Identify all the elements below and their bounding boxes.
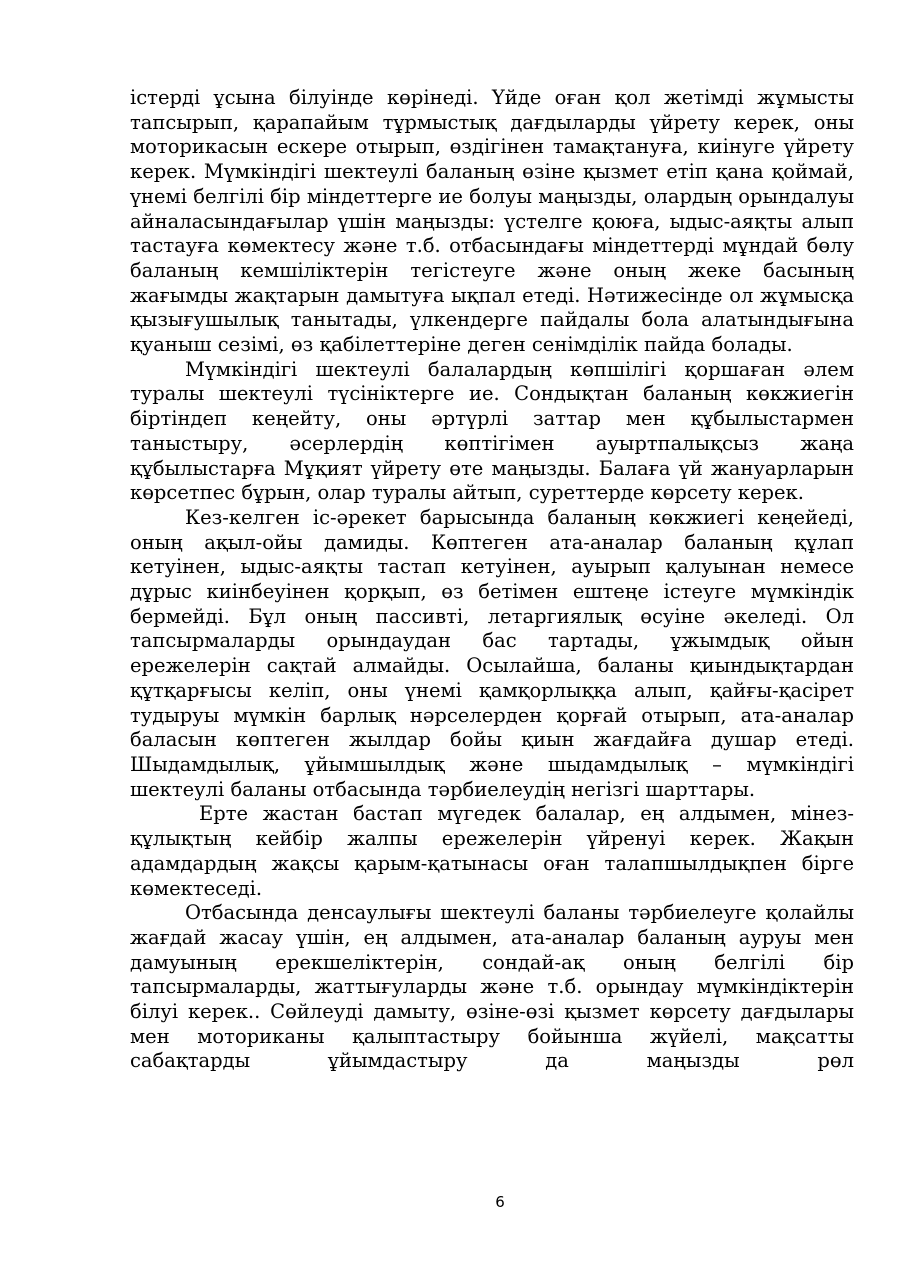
- page-number: 6: [495, 1193, 505, 1211]
- paragraph-3: Кез-келген іс-әрекет барысында баланың көкжиегі кеңейеді, оның ақыл-ойы дамиды. Көптеген ата-аналар баланың құлап кетуінен, ыдыс-аяқты тастап кетуінен, ауырып қалуынан немесе дұрыс киінбеуінен қорқып, өз бетімен ештеңе істеуге мүмкіндік бермейді. Бұл оның пассивті, летаргиялық өсуіне әкеледі. Ол тапсырмаларды орындаудан бас тартады, ұжымдық ойын ережелерін сақтай алмайды. Осылайша, баланы қиындықтардан құтқарғысы келіп, оны үнемі қамқорлыққа алып, қайғы-қасірет тудыруы мүмкін барлық нәрселерден қорғай отырып, ата-аналар баласын көптеген жылдар бойы қиын жағдайға душар етеді. Шыдамдылық, ұйымшылдық және шыдамдылық – мүмкіндігі шектеулі баланы отбасында тәрбиелеудің негізгі шарттары.: [130, 505, 854, 801]
- paragraph-4: Ерте жастан бастап мүгедек балалар, ең алдымен, мінез-құлықтың кейбір жалпы ережелерін үйренуі керек. Жақын адамдардың жақсы қарым-қатынасы оған талапшылдықпен бірге көмектеседі.: [130, 802, 854, 900]
- paragraph-2: Мүмкіндігі шектеулі балалардың көпшілігі қоршаған әлем туралы шектеулі түсініктерге ие. Сондықтан баланың көкжиегін біртіндеп кеңейту, оны әртүрлі заттар мен құбылыстармен таныстыру, әсерлердің көптігімен ауыртпалықсыз жаңа құбылыстарға Мұқият үйрету өте маңызды. Балаға үй жануарларын көрсетпес бұрын, олар туралы айтып, суреттерде көрсету керек.: [130, 357, 854, 505]
- paragraph-5: Отбасында денсаулығы шектеулі баланы тәрбиелеуге қолайлы жағдай жасау үшін, ең алдымен, ата-аналар баланың ауруы мен дамуының ерекшеліктерін, сондай-ақ оның белгілі бір тапсырмаларды, жаттығуларды және т.б. орындау мүмкіндіктерін білуі керек.. Сөйлеуді дамыту, өзіне-өзі қызмет көрсету дағдылары мен моториканы қалыптастыру бойынша жүйелі, мақсатты сабақтарды ұйымдастыру да маңызды рөл: [130, 901, 854, 1073]
- paragraph-1: істерді ұсына білуінде көрінеді. Үйде оған қол жетімді жұмысты тапсырып, қарапайым тұрмыстық дағдыларды үйрету керек, оны моторикасын ескере отырып, өздігінен тамақтануға, киінуге үйрету керек. Мүмкіндігі шектеулі баланың өзіне қызмет етіп қана қоймай, үнемі белгілі бір міндеттерге ие болуы маңызды, олардың орындалуы айналасындағылар үшін маңызды: үстелге қоюға, ыдыс-аяқты алып тастауға көмектесу және т.б. отбасындағы міндеттерді мұндай бөлу баланың кемшіліктерін тегістеуге және оның жеке басының жағымды жақтарын дамытуға ықпал етеді. Нәтижесінде ол жұмысқа қызығушылық танытады, үлкендерге пайдалы бола алатындығына қуаныш сезімі, өз қабілеттеріне деген сенімділік пайда болады.: [130, 86, 854, 357]
- page-body-text: [130, 86, 854, 1074]
